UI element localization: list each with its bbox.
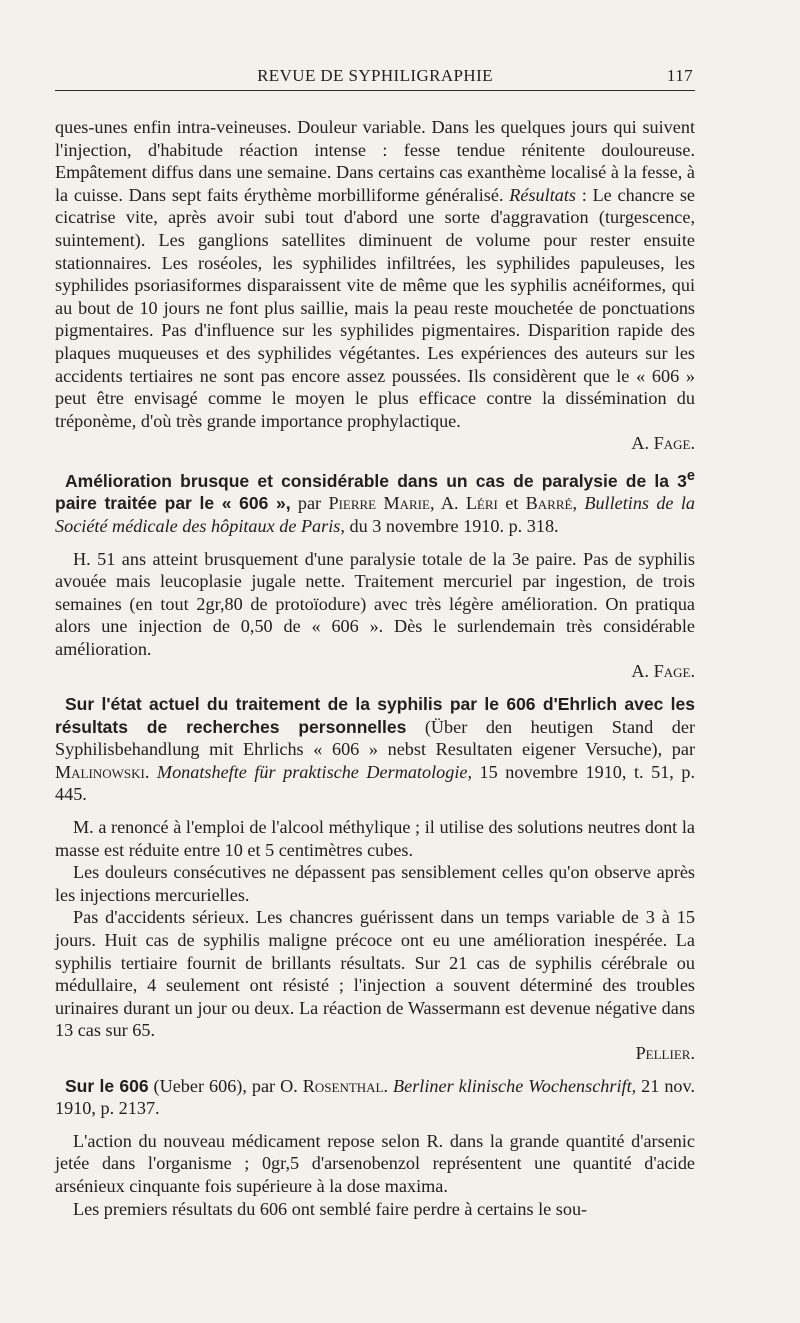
article-authors: Pierre Marie, A. Léri <box>328 493 498 514</box>
reference: du 3 novembre 1910. p. 318. <box>344 515 559 536</box>
paragraph-continuation <box>55 116 695 432</box>
article-paragraph: Les premiers résultats du 606 ont semblé faire perdre à certains le sou- <box>73 1198 588 1219</box>
page-number: 117 <box>666 66 693 85</box>
article-title: Sur le 606 <box>65 1075 149 1096</box>
article-title: Amélioration brusque et considérable dans un cas de paralysie de la 3 <box>65 470 687 491</box>
article-authors: Rosenthal <box>302 1075 384 1096</box>
article-heading: Sur le 606 (Ueber 606), par O. Rosenthal. Berliner klinische Wochenschrift, 21 nov. 1910, p. 2137. <box>55 1075 695 1119</box>
reference: 21 nov. 1910, p. 2137. <box>55 1075 695 1119</box>
journal-name: Monatshefte für praktische Dermatologie, <box>156 761 472 782</box>
signature: A. Fage. <box>631 433 695 454</box>
paragraph-text-2: : Le chancre se cicatrise vite, après avoir subi tout d'abord une sorte d'aggravation (turgescence, suintement). Les ganglions satellites diminuent de volume pour rester ensuite stationnaires. Les roséoles, les syphilides infiltrées, les syphilides papuleuses, les syphilides psoriasiformes disparaissent vite de même que les syphilis acnéiformes, qui au bout de 10 jours ne font plus saillie, mais la peau reste mouchetée de ponctuations pigmentaires. Pas d'influence sur les syphilides pigmentaires. Disparition rapide des plaques muqueuses et des syphilides végétantes. Les expériences des auteurs sur les accidents tertiaires ne sont pas encore assez poussées. Ils considèrent que le « 606 » peut être envisagé comme le moyen le plus efficace contre la dissémination du tréponème, d'où très grande importance prophylactique. <box>55 184 695 431</box>
article-heading: Sur l'état actuel du traitement de la syphilis par le 606 d'Ehrlich avec les résultats de recherches personnelles (Über den heutigen Stand der Syphilisbehandlung mit Ehrlichs « 606 » nebst Resultaten eigener Versuche), par Malinowski. Monatshefte für praktische Dermatologie, 15 novembre 1910, t. 51, p. 445. <box>55 694 696 805</box>
article-title: Sur l'état actuel du traitement de la syphilis par le 606 d'Ehrlich avec les résultats de recherches personnelles <box>55 694 695 737</box>
journal-name: Bulletins de la Société médicale des hôpitaux de Paris, <box>55 493 695 536</box>
article-paragraph: Les douleurs consécutives ne dépassent pas sensiblement celles qu'on observe après les injections mercurielles. <box>55 862 695 905</box>
article-title-rest: paire traitée par le « 606 », <box>55 493 291 514</box>
article-heading: Amélioration brusque et considérable dans un cas de paralysie de la 3e paire traitée par le « 606 », par Pierre Marie, A. Léri et Barré, Bulletins de la Société médicale des hôpitaux de Paris, du 3 novembre 1910. p. 318. <box>55 467 695 536</box>
results-label: Résultats <box>509 184 576 205</box>
reference: 15 novembre 1910, t. 51, p. 445. <box>55 761 696 805</box>
journal-name: Berliner klinische Wochenschrift, <box>393 1075 637 1096</box>
article-body: H. 51 ans atteint brusquement d'une paralysie totale de la 3e paire. Pas de syphilis avouée mais leucoplasie jugale nette. Traitement mercuriel par ingestion, de trois semaines (en tout 2gr,80 de protoïodure) avec très légère amélioration. On pratiqua alors une injection de 0,50 de « 606 ». Dès le surlendemain très considérable amélioration. <box>55 548 695 659</box>
running-header <box>55 66 695 91</box>
signature: Pellier. <box>635 1042 695 1063</box>
article-paragraph: Pas d'accidents sérieux. Les chancres guérissent dans un temps variable de 3 à 15 jours. Huit cas de syphilis maligne précoce ont eu une amélioration inespérée. La syphilis tertiaire fournit de brillants résultats. Sur 21 cas de syphilis cérébrale ou médullaire, 4 seulement ont résisté ; l'injection a souvent déterminé des troubles urinaires durant un jour ou deux. La réaction de Wassermann est devenue négative dans 13 cas sur 65. <box>55 907 695 1041</box>
article-authors: Malinowski <box>55 761 145 782</box>
article-paragraph: M. a renoncé à l'emploi de l'alcool méthylique ; il utilise des solutions neutres dont la masse est réduite entre 10 et 5 centimètres cubes. <box>55 817 695 860</box>
page-body <box>55 116 695 1220</box>
journal-title: REVUE DE SYPHILIGRAPHIE <box>257 66 493 85</box>
paragraph-text: ques-unes enfin intra-veineuses. Douleur variable. Dans les quelques jours qui suivent l'injection, d'habitude réaction intense : fesse tendue rénitente douloureuse. Empâtement diffus dans une semaine. Dans certains cas exanthème localisé à la fesse, à la cuisse. Dans sept faits érythème morbilliforme généralisé. <box>55 117 695 205</box>
article-paragraph: L'action du nouveau médicament repose selon R. dans la grande quantité d'arsenic jetée dans l'organisme ; 0gr,5 d'arsenobenzol représentent une quantité d'acide arsénieux cinquante fois supérieure à la dose maxima. <box>55 1130 695 1196</box>
signature: A. Fage. <box>631 661 695 682</box>
